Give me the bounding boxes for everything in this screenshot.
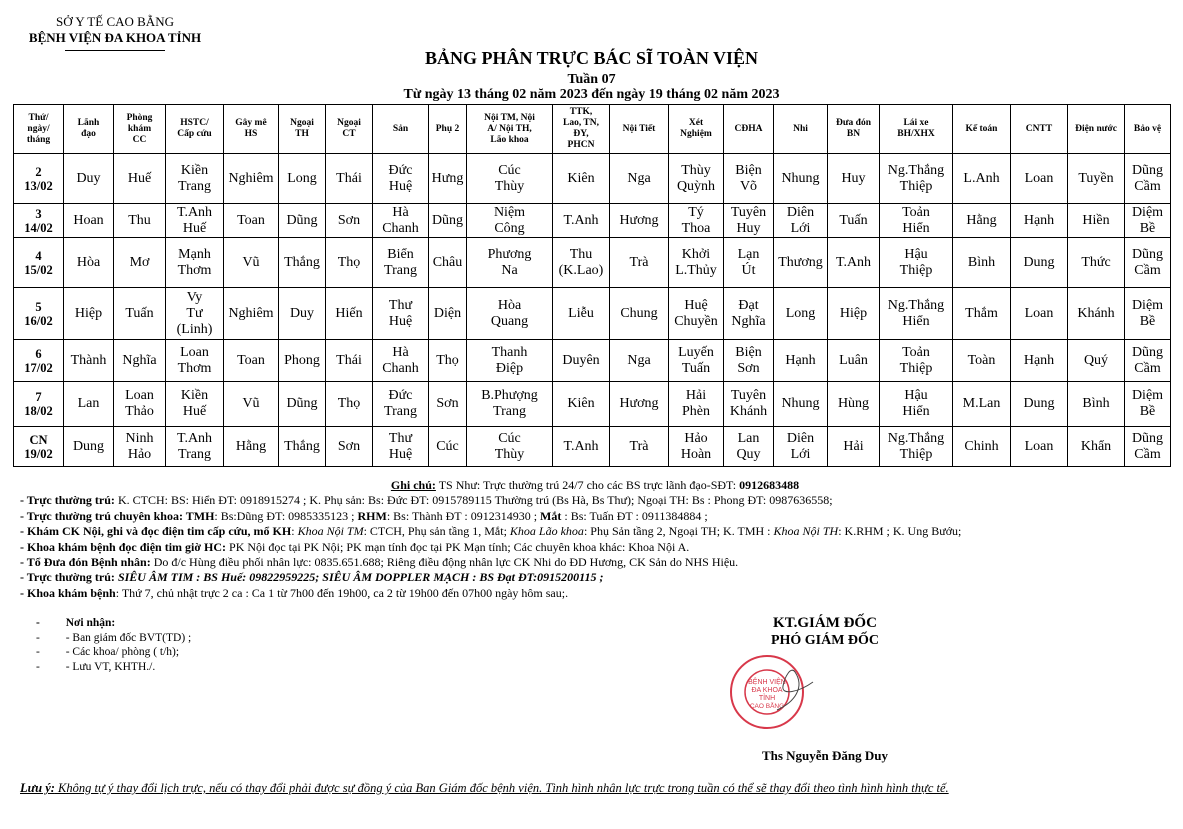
table-cell: Sơn (326, 204, 373, 238)
column-header: Thứ/ ngày/ tháng (14, 105, 64, 154)
table-cell: Loan (1011, 427, 1068, 467)
table-cell: Long (279, 154, 326, 204)
table-cell: Diện (429, 288, 467, 340)
table-row (14, 382, 1171, 427)
table-cell: Loan (1011, 154, 1068, 204)
table-cell: Thức (1068, 238, 1125, 288)
table-cell: Nghĩa (114, 340, 166, 382)
table-cell: Bình (953, 238, 1011, 288)
table-cell: Dung (1011, 238, 1068, 288)
note-line: - Trực thường trú: SIÊU ÂM TIM : BS Huế: 09822959225; SIÊU ÂM DOPPLER MẠCH : BS Đạt ĐT:0915200115 ; (20, 570, 604, 585)
day-cell: 6 17/02 (14, 340, 64, 382)
svg-text:ĐA KHOA: ĐA KHOA (751, 687, 783, 694)
column-header: Xét Nghiệm (669, 105, 724, 154)
table-row (14, 154, 1171, 204)
table-cell: Hiền (1068, 204, 1125, 238)
table-cell: Biện Sơn (724, 340, 774, 382)
table-cell: Duyên (553, 340, 610, 382)
day-cell: 5 16/02 (14, 288, 64, 340)
table-cell: Dũng Cầm (1125, 238, 1171, 288)
table-cell: Cúc Thùy (467, 154, 553, 204)
table-cell: Dũng (429, 204, 467, 238)
svg-text:CAO BẰNG: CAO BẰNG (749, 703, 785, 710)
table-cell: Dũng Cầm (1125, 427, 1171, 467)
table-cell: Đức Huệ (373, 154, 429, 204)
column-header: Lái xe BH/XHX (880, 105, 953, 154)
table-cell: Sơn (429, 382, 467, 427)
table-cell: Tuyên Khánh (724, 382, 774, 427)
column-header: Kế toán (953, 105, 1011, 154)
column-header: Sản (373, 105, 429, 154)
table-cell: Toan (224, 340, 279, 382)
table-cell: T.Anh (553, 427, 610, 467)
table-cell: Hằng (224, 427, 279, 467)
table-cell: L.Anh (953, 154, 1011, 204)
table-cell: Hải Phèn (669, 382, 724, 427)
table-cell: Duy (64, 154, 114, 204)
note-line: - Khoa khám bệnh đọc điện tim giờ HC: PK Nội đọc tại PK Nội; PK mạn tính đọc tại PK Mạn tính; Các chuyên khoa khác: Khoa Nội A. (20, 539, 690, 554)
table-cell: T.Anh Trang (166, 427, 224, 467)
table-cell: Nga (610, 154, 669, 204)
day-cell: 2 13/02 (14, 154, 64, 204)
column-header: Phụ 2 (429, 105, 467, 154)
table-cell: Thu (114, 204, 166, 238)
table-row (14, 204, 1171, 238)
table-cell: Vũ (224, 382, 279, 427)
table-cell: Nghiêm (224, 288, 279, 340)
table-cell: Chinh (953, 427, 1011, 467)
table-cell: Bình (1068, 382, 1125, 427)
column-header: TTK, Lao, TN, ĐY, PHCN (553, 105, 610, 154)
table-cell: Dũng Cầm (1125, 340, 1171, 382)
column-header: Ngoại CT (326, 105, 373, 154)
table-row (14, 427, 1171, 467)
week-label: Tuần 07 (567, 72, 616, 87)
table-cell: Hoan (64, 204, 114, 238)
table-cell: Diệm Bề (1125, 204, 1171, 238)
table-cell: Dũng (279, 204, 326, 238)
table-cell: Toàn (953, 340, 1011, 382)
table-cell: Loan (1011, 288, 1068, 340)
table-cell: Kiên (553, 154, 610, 204)
table-cell: Kiên (553, 382, 610, 427)
table-cell: Thành (64, 340, 114, 382)
table-cell: Tuấn (114, 288, 166, 340)
table-cell: Cúc (429, 427, 467, 467)
table-row (14, 238, 1171, 288)
table-cell: Thái (326, 154, 373, 204)
date-range: Từ ngày 13 tháng 02 năm 2023 đến ngày 19 tháng 02 năm 2023 (403, 87, 780, 102)
svg-text:TỈNH: TỈNH (758, 695, 776, 702)
table-cell: Hạnh (1011, 204, 1068, 238)
table-cell: Hảo Hoàn (669, 427, 724, 467)
ghi-chu: Ghi chú: TS Như: Trực thường trú 24/7 cho các BS trực lãnh đạo-SĐT: 0912683488 (390, 478, 800, 492)
table-cell: Hải (828, 427, 880, 467)
column-header: Ngoại TH (279, 105, 326, 154)
day-cell: CN 19/02 (14, 427, 64, 467)
svg-text:BỆNH VIỆN: BỆNH VIỆN (748, 679, 786, 686)
table-cell: Tý Thoa (669, 204, 724, 238)
table-cell: T.Anh (553, 204, 610, 238)
table-cell: Thanh Điệp (467, 340, 553, 382)
note-line: - Trực thường trú: K. CTCH: BS: Hiển ĐT: 0918915274 ; K. Phụ sản: Bs: Đức ĐT: 0915789115 Thường trú (Bs Hà, Bs Thư); Ngoại TH: Bs : Phong ĐT: 0987636558; (20, 493, 833, 508)
table-cell: Toản Thiệp (880, 340, 953, 382)
table-cell: T.Anh Huế (166, 204, 224, 238)
table-cell: Khánh (1068, 288, 1125, 340)
table-cell: Huệ Chuyền (669, 288, 724, 340)
table-cell: Hòa (64, 238, 114, 288)
table-cell: Hằng (953, 204, 1011, 238)
day-cell: 3 14/02 (14, 204, 64, 238)
table-cell: T.Anh (828, 238, 880, 288)
table-cell: Hà Chanh (373, 204, 429, 238)
table-cell: Biển Trang (373, 238, 429, 288)
table-cell: Hậu Hiển (880, 382, 953, 427)
table-cell: Hùng (828, 382, 880, 427)
table-cell: B.Phượng Trang (467, 382, 553, 427)
org-header (10, 14, 220, 51)
table-cell: Liễu (553, 288, 610, 340)
table-cell: Ng.Thắng Thiệp (880, 427, 953, 467)
hospital-stamp (725, 652, 820, 732)
note-line: - Khám CK Nội, ghi và đọc điện tim cấp cứu, mổ KH: Khoa Nội TM: CTCH, Phụ sản tầng 1, Mắt; Khoa Lão khoa: Phụ Sản tầng 2, Ngoại TH; K. TMH : Khoa Nội TH: K.RHM ; K. Ung Bướu; (20, 524, 962, 539)
table-cell: Hiến (326, 288, 373, 340)
footer-note: Lưu ý: Không tự ý thay đổi lịch trực, nếu có thay đổi phải được sự đồng ý của Ban Giám đốc bệnh viện. Tình hình nhân lực trực trong tuần có thể sẽ thay đổi theo tình hình hình thực tế. (20, 781, 949, 795)
table-cell: Thắm (953, 288, 1011, 340)
table-cell: Thọ (429, 340, 467, 382)
signature-title: KT.GIÁM ĐỐC (773, 615, 877, 631)
table-cell: Châu (429, 238, 467, 288)
recipients-list (36, 616, 191, 674)
column-header: Lãnh đạo (64, 105, 114, 154)
table-cell: Luân (828, 340, 880, 382)
table-cell: Thu (K.Lao) (553, 238, 610, 288)
table-cell: Thư Huệ (373, 288, 429, 340)
table-cell: Huế (114, 154, 166, 204)
table-cell: Khẩn (1068, 427, 1125, 467)
table-cell: Hậu Thiệp (880, 238, 953, 288)
table-cell: Sơn (326, 427, 373, 467)
table-cell: Hương (610, 204, 669, 238)
table-cell: Hương (610, 382, 669, 427)
column-header: Điện nước (1068, 105, 1125, 154)
table-cell: Mạnh Thơm (166, 238, 224, 288)
table-cell: Thư Huệ (373, 427, 429, 467)
table-row (14, 340, 1171, 382)
column-header: Phòng khám CC (114, 105, 166, 154)
column-header: Nội Tiết (610, 105, 669, 154)
table-cell: Tuấn (828, 204, 880, 238)
table-cell: Đức Trang (373, 382, 429, 427)
table-cell: Loan Thảo (114, 382, 166, 427)
table-cell: Huy (828, 154, 880, 204)
table-cell: Toan (224, 204, 279, 238)
table-cell: Thắng (279, 427, 326, 467)
org-line-1: SỞ Y TẾ CAO BẰNG (56, 14, 174, 29)
table-cell: Kiền Huế (166, 382, 224, 427)
table-cell: Duy (279, 288, 326, 340)
recipient-line: - - Ban giám đốc BVT(TD) ; (36, 631, 192, 644)
table-cell: Dung (1011, 382, 1068, 427)
column-header: Đưa đón BN (828, 105, 880, 154)
table-cell: Diên Lới (774, 427, 828, 467)
column-header: CNTT (1011, 105, 1068, 154)
table-cell: Nga (610, 340, 669, 382)
table-cell: Lan Quy (724, 427, 774, 467)
table-cell: Hưng (429, 154, 467, 204)
org-line-2: BỆNH VIỆN ĐA KHOA TỈNH (28, 30, 202, 45)
column-header: Nội TM, Nội A/ Nội TH, Lão khoa (467, 105, 553, 154)
table-cell: M.Lan (953, 382, 1011, 427)
table-cell: Lan (64, 382, 114, 427)
table-cell: Thương (774, 238, 828, 288)
table-cell: Nhung (774, 154, 828, 204)
table-cell: Hạnh (1011, 340, 1068, 382)
table-cell: Mơ (114, 238, 166, 288)
column-header: Bảo vệ (1125, 105, 1171, 154)
table-cell: Biện Võ (724, 154, 774, 204)
table-cell: Trà (610, 427, 669, 467)
duty-schedule-table (13, 104, 1171, 467)
table-cell: Nghiêm (224, 154, 279, 204)
table-cell: Hạnh (774, 340, 828, 382)
table-cell: Loan Thơm (166, 340, 224, 382)
recipient-line: - - Lưu VT, KHTH./. (36, 660, 156, 673)
note-line: - Khoa khám bệnh: Thứ 7, chủ nhật trực 2 ca : Ca 1 từ 7h00 đến 19h00, ca 2 từ 19h00 đến 07h00 ngày hôm sau;. (20, 585, 569, 600)
table-cell: Trà (610, 238, 669, 288)
column-header: CĐHA (724, 105, 774, 154)
page-title: BẢNG PHÂN TRỰC BÁC SĨ TOÀN VIỆN (424, 48, 759, 68)
table-cell: Thái (326, 340, 373, 382)
table-cell: Phong (279, 340, 326, 382)
column-header: Nhi (774, 105, 828, 154)
table-cell: Hiệp (828, 288, 880, 340)
table-cell: Đạt Nghĩa (724, 288, 774, 340)
table-cell: Thọ (326, 382, 373, 427)
table-cell: Long (774, 288, 828, 340)
table-cell: Diên Lới (774, 204, 828, 238)
note-line: - Tổ Đưa đón Bệnh nhân: Do đ/c Hùng điều phối nhân lực: 0835.651.688; Riêng điều động nhân lực CK Nhi do ĐD Hương, CK Sản do NHS Hiệu. (20, 555, 739, 570)
table-cell: Thắng (279, 238, 326, 288)
table-cell: Ng.Thắng Hiển (880, 288, 953, 340)
table-cell: Tuyền (1068, 154, 1125, 204)
table-cell: Toản Hiển (880, 204, 953, 238)
table-cell: Hà Chanh (373, 340, 429, 382)
table-cell: Lạn Út (724, 238, 774, 288)
column-header: HSTC/ Cấp cứu (166, 105, 224, 154)
recipient-line: - Nơi nhận: (36, 617, 116, 629)
table-cell: Thọ (326, 238, 373, 288)
table-cell: Vy Tư (Linh) (166, 288, 224, 340)
signature-subtitle: PHÓ GIÁM ĐỐC (770, 633, 880, 648)
table-cell: Dũng (279, 382, 326, 427)
table-cell: Cúc Thùy (467, 427, 553, 467)
table-cell: Dũng Cầm (1125, 154, 1171, 204)
table-cell: Niệm Công (467, 204, 553, 238)
table-cell: Ng.Thắng Thiệp (880, 154, 953, 204)
table-cell: Kiền Trang (166, 154, 224, 204)
day-cell: 4 15/02 (14, 238, 64, 288)
signer-name: Ths Nguyễn Đăng Duy (761, 748, 889, 763)
notes-section (20, 478, 1170, 601)
table-cell: Hiệp (64, 288, 114, 340)
table-cell: Chung (610, 288, 669, 340)
note-line: - Trực thường trú chuyên khoa: TMH: Bs:Dũng ĐT: 0985335123 ; RHM: Bs: Thành ĐT : 0912314930 ; Mắt : Bs: Tuấn ĐT : 0911384884 ; (20, 508, 708, 523)
table-cell: Hòa Quang (467, 288, 553, 340)
day-cell: 7 18/02 (14, 382, 64, 427)
table-cell: Tuyên Huy (724, 204, 774, 238)
column-header: Gây mê HS (224, 105, 279, 154)
table-header-row (14, 105, 1171, 154)
signature-block (700, 614, 950, 650)
table-cell: Thùy Quỳnh (669, 154, 724, 204)
table-cell: Dung (64, 427, 114, 467)
table-cell: Vũ (224, 238, 279, 288)
table-cell: Ninh Hảo (114, 427, 166, 467)
table-cell: Khởi L.Thủy (669, 238, 724, 288)
table-cell: Diệm Bề (1125, 288, 1171, 340)
table-cell: Quý (1068, 340, 1125, 382)
table-cell: Luyến Tuấn (669, 340, 724, 382)
recipient-line: - - Các khoa/ phòng ( t/h); (36, 646, 180, 658)
table-cell: Phương Na (467, 238, 553, 288)
table-cell: Diệm Bề (1125, 382, 1171, 427)
table-row (14, 288, 1171, 340)
table-cell: Nhung (774, 382, 828, 427)
